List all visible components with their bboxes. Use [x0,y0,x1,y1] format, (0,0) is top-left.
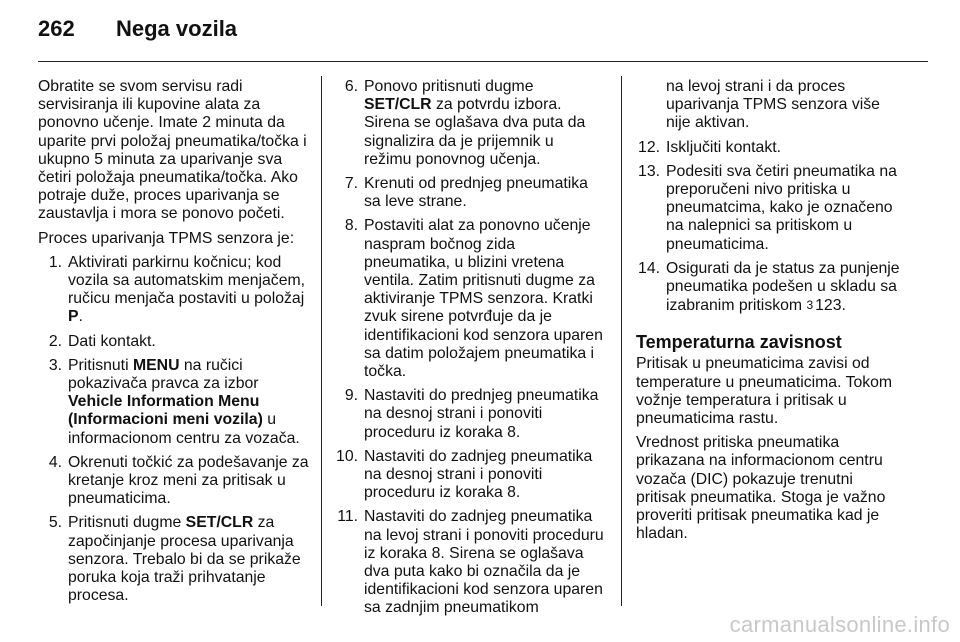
section-heading: Temperaturna zavisnost [636,332,842,353]
step-number: 6. [344,78,358,95]
step-2 [38,333,310,351]
page-reference-icon: 3 [806,298,814,313]
step-bold-text: Vehicle Information Menu (Informacioni meni vozila) [68,393,263,429]
step-11 [334,508,604,617]
step-number: 11. [337,508,358,526]
column-divider-2 [621,76,622,606]
step-number: 4. [48,453,62,471]
step-text [68,357,310,448]
step-text [364,78,604,169]
step-4 [38,454,310,509]
step-10 [334,448,604,503]
step-text [666,260,904,316]
step-number: 13. [638,162,660,180]
step-text: Krenuti od prednjeg pneumatika sa leve strane. [364,175,588,211]
step-number: 5. [48,514,62,532]
step-number: 14. [638,259,660,277]
step-5 [38,514,310,605]
step-text [68,254,310,327]
temperature-paragraph-2: Vrednost pritiska pneumatika prikazana na informacionom centru vozača (DIC) pokazuje trenutni pritisak pneumatika. Stoga je važno proveriti pritisak pneumatika kad je hladan. [636,434,886,543]
step-text-part: za potvrdu izbora. Sirena se oglašava dva puta da signalizira da je prijemnik u režimu ponovnog učenja. [364,96,586,168]
step-3 [38,357,310,448]
step-number: 7. [344,175,358,193]
step-text: Okrenuti točkić za podešavanje za kretanje kroz meni za pritisak u pneumaticima. [68,453,309,508]
process-label: Proces uparivanja TPMS senzora je: [38,229,295,247]
page-number: 262 [38,16,75,41]
step-text-part: u informacionom centru za vozača. [68,411,300,447]
step-13 [636,163,904,254]
step-text-part: Osigurati da je status za punjenje pneumatika podešen u skladu sa izabranim pritiskom [666,259,900,315]
step-11-continuation: na levoj strani i da proces uparivanja TPMS senzora više nije aktivan. [666,78,880,132]
step-number: 8. [344,217,358,235]
step-text-part: . [78,308,83,326]
step-9 [334,387,604,442]
step-number: 12. [638,138,660,156]
step-text-part: Pritisnuti dugme [68,514,186,532]
step-bold-text: SET/CLR [364,96,432,114]
step-text: Nastaviti do zadnjeg pneumatika na levoj strani i ponoviti proceduru iz koraka 8. Sirena se oglašava dva puta kako bi označila da je identifikacioni kod senzora uparen sa zadnjim pneumatikom [364,508,604,617]
step-text-part: Pritisnuti [68,356,133,374]
step-text: Postaviti alat za ponovno učenje naspram bočnog zida pneumatika, u blizini vretena ventila. Zatim pritisnuti dugme za aktiviranje TPMS senzora. Kratki zvuk sirene potvrđuje da je identifikacioni kod senzora uparen sa datim položajem pneumatika i točka. [364,217,603,381]
step-text: Podesiti sva četiri pneumatika na preporučeni nivo pritiska u pneumatcima, kako je označeno na nalepnici sa pritiskom u pneumaticima. [666,162,897,253]
step-text: Nastaviti do prednjeg pneumatika na desnoj strani i ponoviti proceduru iz koraka 8. [364,387,599,441]
step-text-part: . [841,297,846,315]
step-12 [636,139,904,157]
step-number: 3. [48,356,62,374]
step-text: Dati kontakt. [68,332,156,350]
step-1 [38,254,310,327]
step-text [68,514,310,605]
step-7 [334,175,604,211]
step-bold-text: P [68,308,79,326]
header-rule [38,61,928,62]
column-divider-1 [321,76,322,606]
column-2 [334,78,604,624]
column-1 [38,78,310,611]
step-number: 1. [48,253,62,271]
steps-list-1 [38,254,310,606]
step-number: 9. [344,387,358,405]
page-reference-number[interactable]: 123 [815,297,842,315]
step-text-part: Aktivirati parkirnu kočnicu; kod vozila sa automatskim menjačem, ručicu menjača postaviti u položaj [68,253,306,308]
step-text-part: Ponovo pritisnuti dugme [364,78,534,95]
step-14 [636,260,904,316]
column-3 [636,78,904,549]
page-header [38,16,237,50]
step-text-part: za započinjanje procesa uparivanja senzora. Trebalo bi da se prikaže poruka koja traži prihvatanje procesa. [68,514,301,605]
temperature-paragraph-1: Pritisak u pneumaticima zavisi od temperature u pneumaticima. Tokom vožnje temperatura i pritisak u pneumaticima rastu. [636,355,893,428]
intro-paragraph: Obratite se svom servisu radi servisiranja ili kupovine alata za ponovno učenje. Imate 2 minuta da uparite prvi položaj pneumatika/točka i ukupno 5 minuta za uparivanje sva četiri položaja pneumatika/točka. Ako potraje duže, proces uparivanja se zaustavlja i mora se ponovo početi. [38,78,307,223]
steps-list-2 [334,78,604,618]
steps-list-3 [636,139,904,316]
step-text: Nastaviti do zadnjeg pneumatika na desnoj strani i ponoviti proceduru iz koraka 8. [364,447,593,502]
step-bold-text: MENU [132,356,180,374]
step-text: Isključiti kontakt. [666,138,782,156]
watermark-text: carmanualsonline.info [729,612,950,637]
step-text-part: na ručici pokazivača pravca za izbor [68,356,259,393]
page-title: Nega vozila [116,16,238,41]
step-bold-text: SET/CLR [185,514,254,532]
step-8 [334,217,604,381]
step-6 [334,78,604,169]
step-number: 10. [336,447,358,465]
step-number: 2. [48,332,62,350]
